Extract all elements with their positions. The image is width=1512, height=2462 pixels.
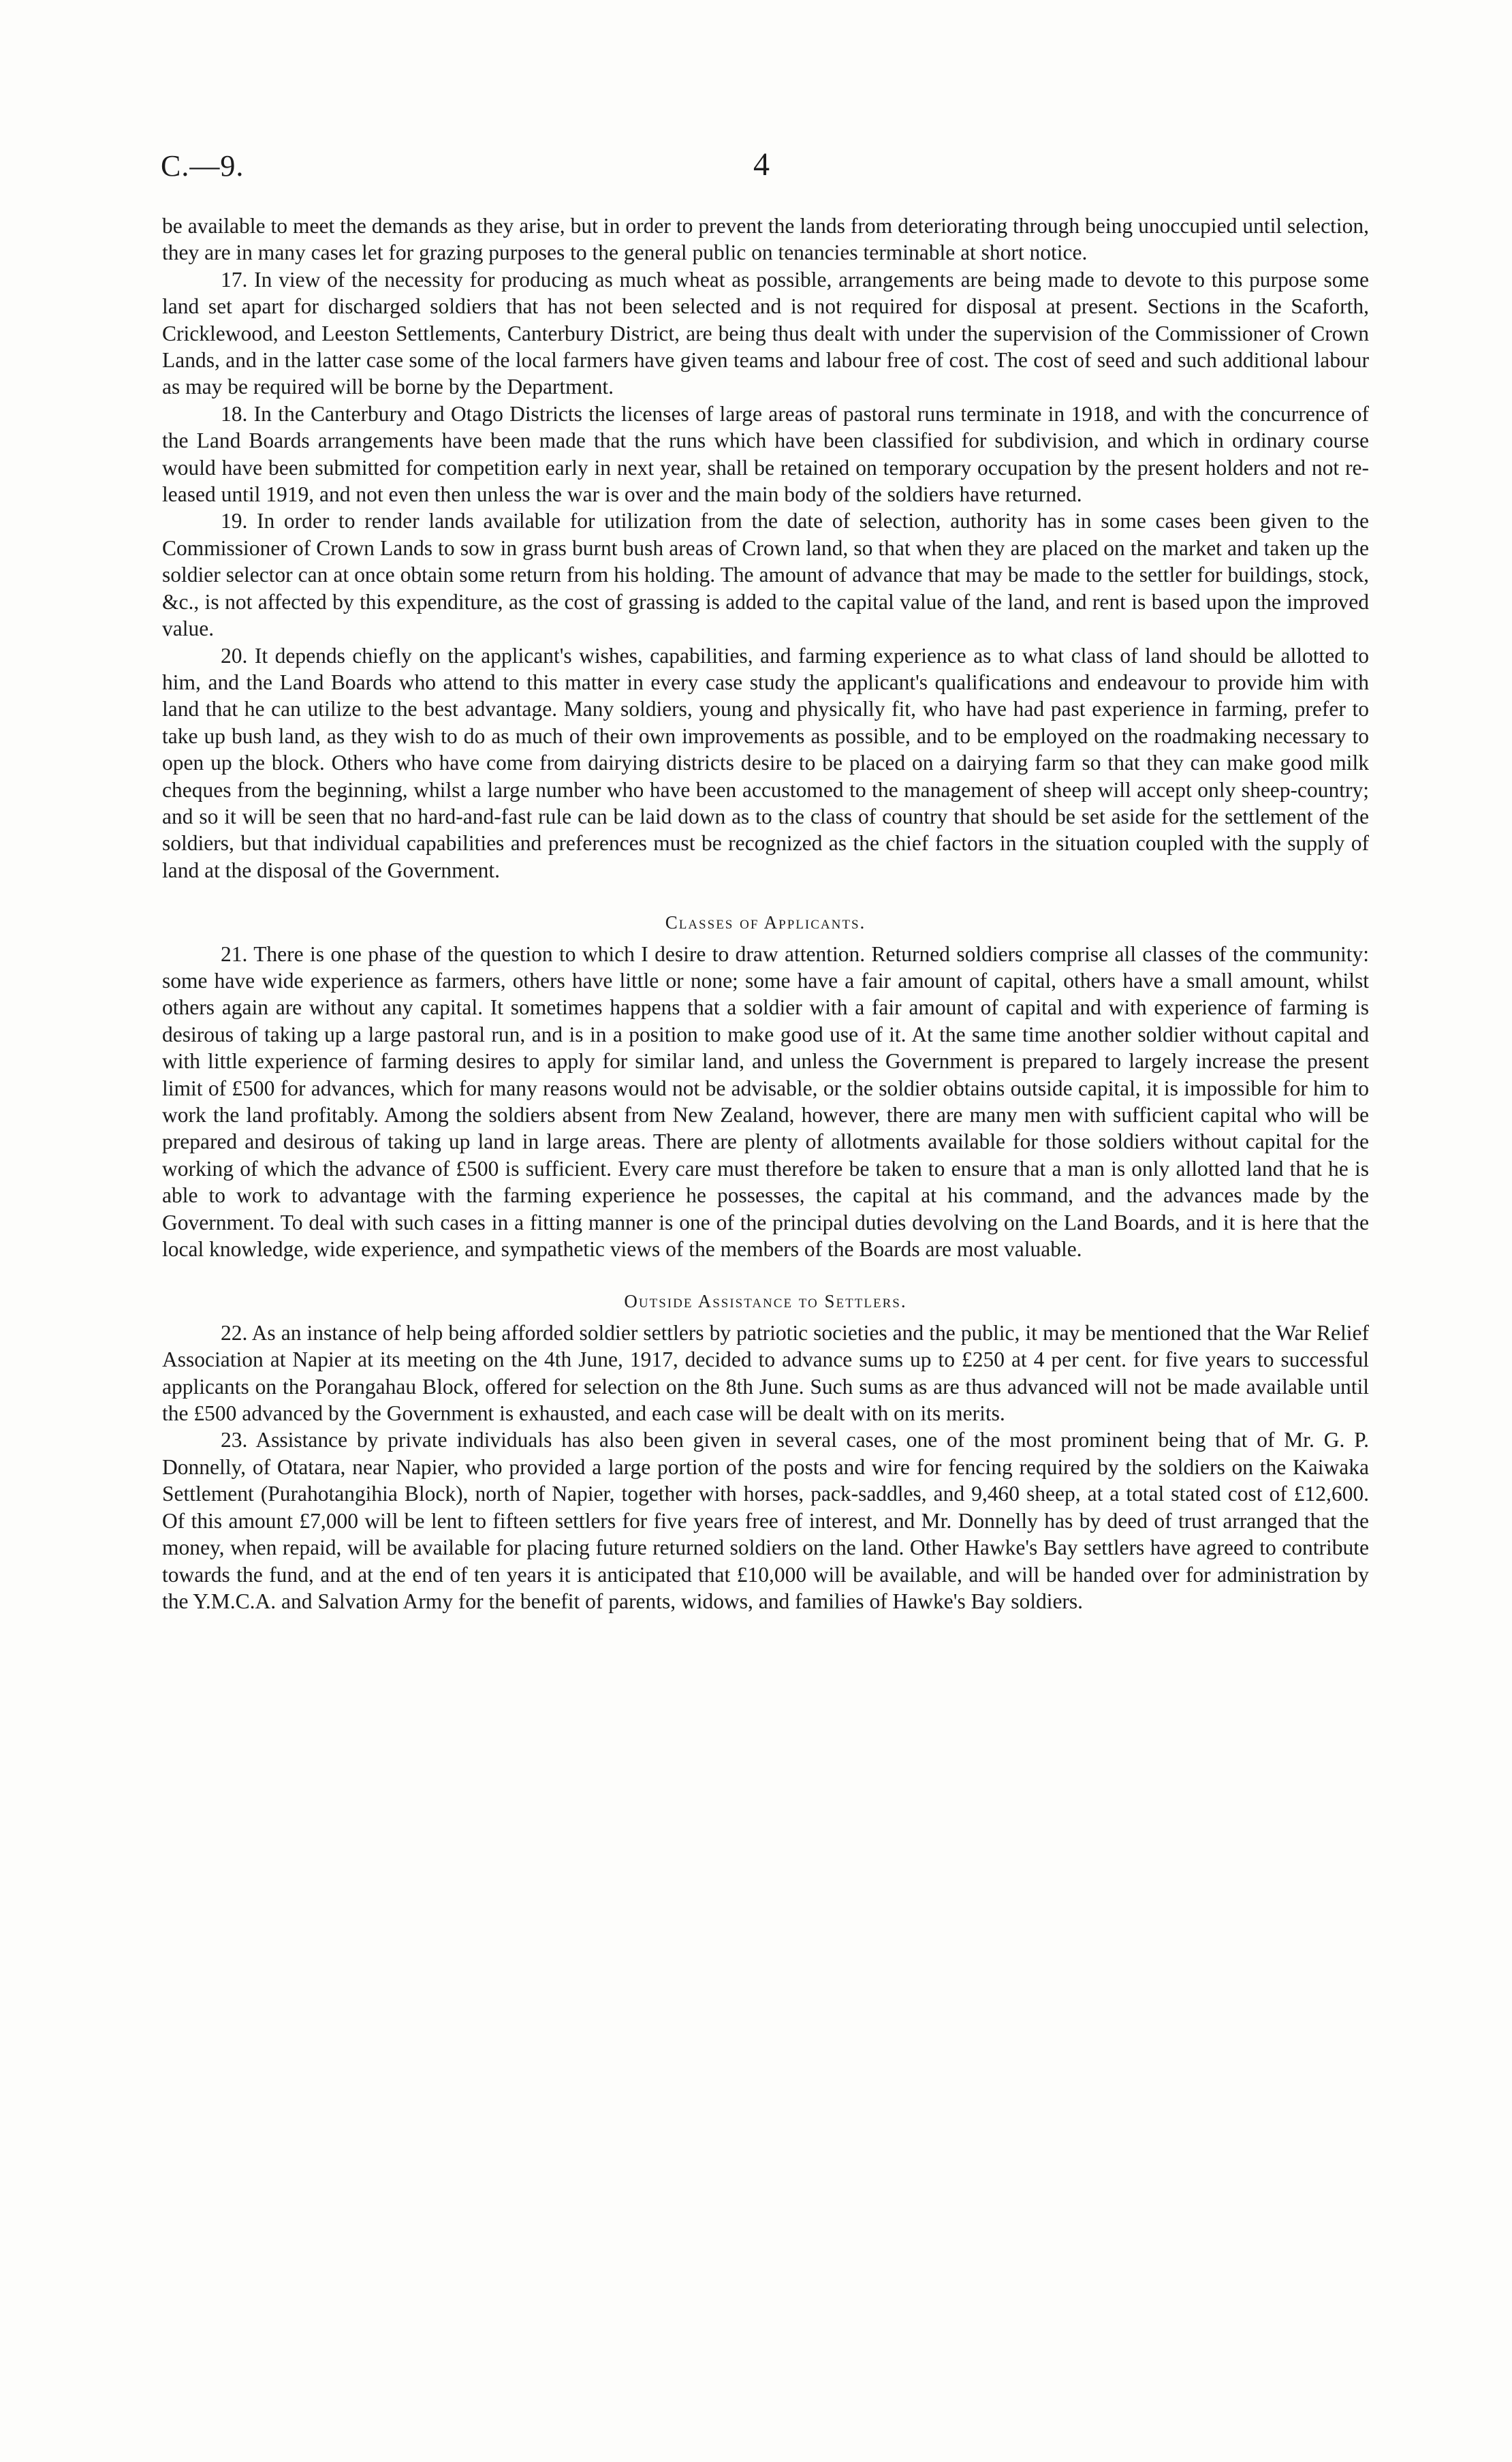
paragraph-20: 20. It depends chiefly on the applicant's wishes, capabilities, and farming experience as to what class of land should be allotted to him, and the Land Boards who attend to this matter in every case study the applicant's qualifications and endeavour to provide him with land that he can utilize to the best advantage. Many soldiers, young and physically fit, who have had past experience in farming, prefer to take up bush land, as they wish to do as much of their own improvements as possible, and to be employed on the roadmaking necessary to open up the block. Others who have come from dairying districts desire to be placed on a dairying farm so that they can make good milk cheques from the beginning, whilst a large number who have been accustomed to the management of sheep will accept only sheep-country; and so it will be seen that no hard-and-fast rule can be laid down as to the class of country that should be set aside for the settlement of the soldiers, but that individual capabilities and preferences must be recognized as the chief factors in the situation coupled with the supply of land at the disposal of the Government. (162, 643, 1369, 882)
section-heading-outside-assistance: Outside Assistance to Settlers. (624, 1291, 907, 1312)
section-heading-classes-of-applicants: Classes of Applicants. (665, 912, 866, 933)
paragraph-18: 18. In the Canterbury and Otago Districts the licenses of large areas of pastoral runs terminate in 1918, and with the concurrence of the Land Boards arrangements have been made that the runs which have been classified for subdivision, and which in ordinary course would have been submitted for competition early in next year, shall be retained on temporary occupation by the present holders and not re-leased until 1919, and not even then unless the war is over and the main body of the soldiers have returned. (162, 401, 1369, 507)
continuation-paragraph: be available to meet the demands as they arise, but in order to prevent the lands from deteriorating through being unoccupied until selection, they are in many cases let for grazing purposes to the general public on tenancies terminable at short notice. (162, 214, 1369, 265)
page-header (161, 146, 1368, 189)
paragraph-17: 17. In view of the necessity for producing as much wheat as possible, arrangements are being made to devote to this purpose some land set apart for discharged soldiers that has not been selected and is not required for disposal at present. Sections in the Scaforth, Cricklewood, and Leeston Settlements, Canterbury District, are being thus dealt with under the supervision of the Commissioner of Crown Lands, and in the latter case some of the local farmers have given teams and labour free of cost. The cost of seed and such additional labour as may be required will be borne by the Department. (162, 267, 1369, 399)
paragraph-19: 19. In order to render lands available for utilization from the date of selection, authority has in some cases been given to the Commissioner of Crown Lands to sow in grass burnt bush areas of Crown land, so that when they are placed on the market and taken up the soldier selector can at once obtain some return from his holding. The amount of advance that may be made to the settler for buildings, stock, &c., is not affected by this expenditure, as the cost of grassing is added to the capital value of the land, and rent is based upon the improved value. (162, 509, 1369, 641)
page-number: 4 (753, 146, 770, 183)
document-reference: C.—9. (161, 149, 245, 183)
paragraph-21: 21. There is one phase of the question to which I desire to draw attention. Returned soldiers comprise all classes of the community: some have wide experience as farmers, others have little or none; some have a fair amount of capital, others have a small amount, whilst others again are without any capital. It sometimes happens that a soldier with a fair amount of capital and with experience of farming is desirous of taking up a large pastoral run, and is in a position to make good use of it. At the same time another soldier without capital and with little experience of farming desires to apply for similar land, and unless the Government is prepared to largely increase the present limit of £500 for advances, which for many reasons would not be advisable, or the soldier obtains outside capital, it is impossible for him to work the land profitably. Among the soldiers absent from New Zealand, however, there are many men with sufficient capital who will be prepared and desirous of taking up land in large areas. There are plenty of allotments available for those soldiers without capital for the working of which the advance of £500 is sufficient. Every care must therefore be taken to ensure that a man is only allotted land that he is able to work to advantage with the farming experience he possesses, the capital at his command, and the advances made by the Government. To deal with such cases in a fitting manner is one of the principal duties devolving on the Land Boards, and it is here that the local knowledge, wide experience, and sympathetic views of the members of the Boards are most valuable. (162, 941, 1369, 1262)
paragraph-23: 23. Assistance by private individuals has also been given in several cases, one of the most prominent being that of Mr. G. P. Donnelly, of Otatara, near Napier, who provided a large portion of the posts and wire for fencing required by the soldiers on the Kaiwaka Settlement (Purahotangihia Block), north of Napier, together with horses, pack-saddles, and 9,460 sheep, at a total stated cost of £12,600. Of this amount £7,000 will be lent to fifteen settlers for five years free of interest, and Mr. Donnelly has by deed of trust arranged that the money, when repaid, will be available for placing future returned soldiers on the land. Other Hawke's Bay settlers have agreed to contribute towards the fund, and at the end of ten years it is anticipated that £10,000 will be available, and will be handed over for administration by the Y.M.C.A. and Salvation Army for the benefit of parents, widows, and families of Hawke's Bay soldiers. (162, 1428, 1369, 1613)
document-body (162, 213, 1369, 1615)
paragraph-22: 22. As an instance of help being afforded soldier settlers by patriotic societies and the public, it may be mentioned that the War Relief Association at Napier at its meeting on the 4th June, 1917, decided to advance sums up to £250 at 4 per cent. for five years to successful applicants on the Porangahau Block, offered for selection on the 8th June. Such sums as are thus advanced will not be made available until the £500 advanced by the Government is exhausted, and each case will be dealt with on its merits. (162, 1320, 1369, 1426)
